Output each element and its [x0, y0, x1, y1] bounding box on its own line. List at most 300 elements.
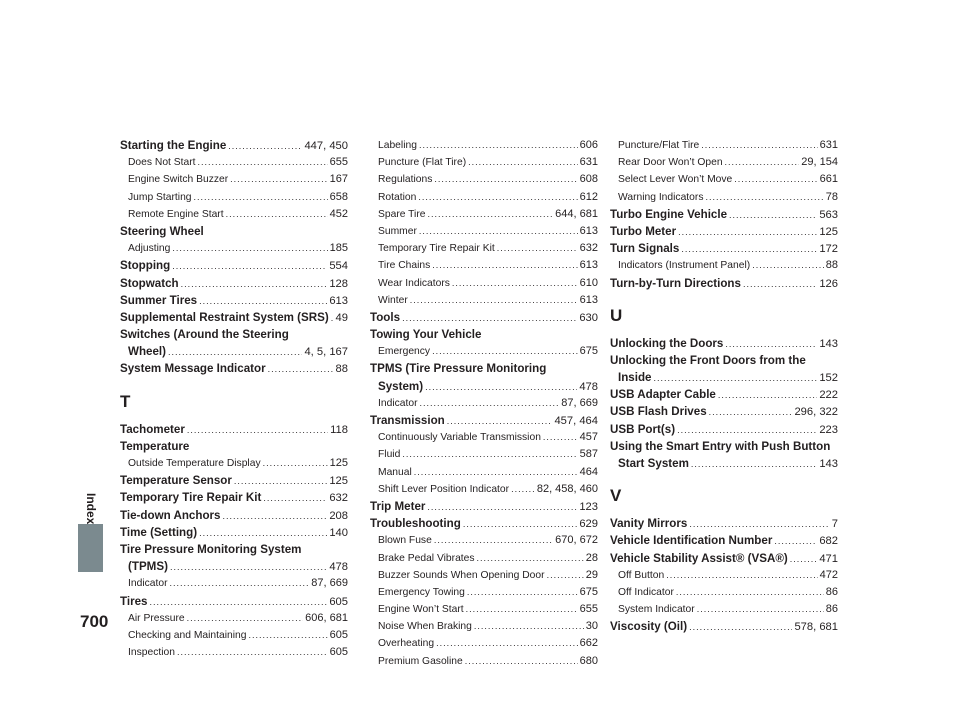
entry-page-refs: 82, 458, 460: [536, 482, 598, 495]
dot-leader: [790, 551, 818, 568]
entry-page-refs: 613: [329, 294, 348, 307]
entry-page-refs: 630: [579, 311, 598, 324]
entry-term: Emergency Towing: [378, 586, 465, 598]
index-entry: [370, 378, 598, 395]
dot-leader: [414, 464, 578, 481]
entry-page-refs: 140: [329, 526, 348, 539]
index-subentry: [610, 584, 838, 601]
index-subentry: [370, 292, 598, 309]
dot-leader: [420, 395, 560, 412]
index-subentry: [370, 257, 598, 274]
index-subentry: [120, 610, 348, 627]
index-entry: [370, 309, 598, 326]
dot-leader: [466, 601, 578, 618]
entry-page-refs: 223: [819, 423, 838, 436]
entry-term: Wheel): [128, 345, 167, 359]
entry-term: Indicator: [128, 578, 168, 590]
index-entry: [120, 472, 348, 489]
entry-page-refs: 606, 681: [305, 611, 348, 624]
entry-page-refs: 152: [819, 372, 838, 385]
dot-leader: [187, 422, 328, 439]
index-entry: [370, 360, 598, 377]
dot-leader: [172, 240, 327, 257]
dot-leader: [199, 293, 327, 310]
entry-page-refs: 608: [579, 173, 598, 186]
index-entry: [120, 507, 348, 524]
index-entry: [120, 541, 348, 558]
index-column-3: [610, 137, 838, 636]
dot-leader: [725, 336, 817, 353]
entry-page-refs: 478: [329, 561, 348, 574]
entry-page-refs: 587: [579, 448, 598, 461]
dot-leader: [425, 379, 577, 396]
entry-term: Tie-down Anchors: [120, 508, 221, 522]
entry-page-refs: 28: [585, 551, 598, 564]
entry-term: Blown Fuse: [378, 535, 432, 547]
entry-term: Warning Indicators: [618, 191, 704, 203]
entry-page-refs: 680: [579, 654, 598, 667]
entry-term: Transmission: [370, 414, 445, 427]
dot-leader: [432, 257, 577, 274]
dot-leader: [418, 189, 577, 206]
entry-term: Checking and Maintaining: [128, 629, 247, 641]
dot-leader: [177, 644, 328, 661]
dot-leader: [419, 223, 578, 240]
index-letter-heading: T: [120, 391, 131, 411]
index-subentry: [120, 189, 348, 206]
entry-term: Engine Switch Buzzer: [128, 174, 229, 186]
entry-page-refs: 29, 154: [801, 156, 838, 169]
entry-term: Winter: [378, 294, 408, 306]
dot-leader: [705, 189, 823, 206]
index-subentry: [120, 455, 348, 472]
entry-page-refs: 670, 672: [555, 534, 598, 547]
entry-page-refs: 682: [819, 535, 838, 548]
index-letter-heading: U: [610, 305, 623, 325]
dot-leader: [436, 635, 578, 652]
entry-term: Steering Wheel: [120, 224, 204, 238]
entry-term: Unlocking the Front Doors from the: [610, 353, 806, 367]
index-entry: [610, 223, 838, 240]
dot-leader: [234, 473, 327, 490]
index-entry: [610, 352, 838, 369]
index-entry: [610, 515, 838, 532]
entry-page-refs: 172: [819, 243, 838, 256]
index-subentry: [120, 240, 348, 257]
index-entry: [370, 515, 598, 532]
index-subentry: [610, 137, 838, 154]
entry-term: Towing Your Vehicle: [370, 328, 482, 342]
dot-leader: [434, 532, 553, 549]
dot-leader: [187, 610, 304, 627]
entry-page-refs: 464: [579, 465, 598, 478]
dot-leader: [331, 310, 334, 327]
entry-page-refs: 222: [819, 389, 838, 402]
entry-term: Engine Won’t Start: [378, 604, 464, 616]
index-entry: [120, 593, 348, 610]
dot-leader: [654, 370, 818, 387]
index-subentry: [120, 171, 348, 188]
index-entry: [120, 292, 348, 309]
dot-leader: [681, 241, 817, 258]
entry-page-refs: 125: [329, 475, 348, 488]
entry-term: Turbo Meter: [610, 224, 677, 238]
entry-term: Labeling: [378, 140, 417, 151]
entry-term: Tools: [370, 310, 401, 324]
entry-term: Remote Engine Start: [128, 208, 224, 220]
entry-page-refs: 554: [329, 260, 348, 273]
dot-leader: [691, 456, 817, 473]
index-subentry: [370, 446, 598, 463]
entry-term: Puncture (Flat Tire): [378, 157, 467, 169]
index-subentry: [370, 395, 598, 412]
index-subentry: [120, 644, 348, 661]
dot-leader: [729, 207, 817, 224]
entry-page-refs: 126: [819, 277, 838, 290]
dot-leader: [543, 429, 578, 446]
entry-page-refs: 123: [579, 500, 598, 513]
entry-page-refs: 612: [579, 190, 598, 203]
index-subentry: [370, 481, 598, 498]
dot-leader: [402, 446, 577, 463]
entry-term: Start System: [618, 457, 689, 470]
index-entry: [120, 360, 348, 377]
index-subentry: [370, 653, 598, 670]
entry-term: Summer Tires: [120, 293, 198, 307]
entry-term: Trip Meter: [370, 499, 426, 513]
dot-leader: [198, 154, 328, 171]
entry-term: Tire Pressure Monitoring System: [120, 542, 302, 556]
index-entry: [120, 438, 348, 455]
entry-page-refs: 87, 669: [311, 577, 348, 590]
entry-page-refs: 613: [579, 224, 598, 237]
entry-term: Air Pressure: [128, 612, 185, 624]
index-entry: [120, 524, 348, 541]
entry-page-refs: 457: [579, 431, 598, 444]
entry-page-refs: 143: [819, 458, 838, 470]
index-column-1: [120, 137, 348, 661]
entry-term: Overheating: [378, 638, 435, 650]
entry-page-refs: 605: [329, 628, 348, 641]
entry-page-refs: 662: [579, 637, 598, 650]
entry-term: Puncture/Flat Tire: [618, 140, 700, 151]
index-entry: [610, 240, 838, 257]
dot-leader: [170, 559, 327, 576]
index-entry: [370, 412, 598, 429]
index-subentry: [370, 206, 598, 223]
index-entry: [610, 550, 838, 567]
entry-term: Adjusting: [128, 243, 171, 255]
dot-leader: [419, 137, 578, 154]
entry-term: TPMS (Tire Pressure Monitoring: [370, 362, 547, 376]
index-subentry: [120, 206, 348, 223]
index-subentry: [370, 137, 598, 154]
dot-leader: [676, 584, 824, 601]
entry-term: Turbo Engine Vehicle: [610, 207, 728, 221]
entry-term: Unlocking the Doors: [610, 336, 724, 350]
dot-leader: [468, 154, 578, 171]
entry-page-refs: 88: [825, 259, 838, 272]
side-tab-marker: [78, 524, 103, 572]
dot-leader: [230, 171, 327, 188]
entry-term: Temporary Tire Repair Kit: [378, 243, 495, 255]
dot-leader: [228, 138, 302, 155]
index-entry: [120, 421, 348, 438]
entry-term: USB Adapter Cable: [610, 388, 716, 402]
entry-term: Manual: [378, 466, 412, 478]
dot-leader: [170, 575, 310, 592]
dot-leader: [222, 508, 327, 525]
entry-page-refs: 447, 450: [304, 140, 348, 152]
entry-term: Indicator: [378, 397, 418, 409]
dot-leader: [701, 137, 817, 154]
dot-leader: [263, 490, 327, 507]
entry-page-refs: 632: [579, 242, 598, 255]
index-subentry: [610, 567, 838, 584]
dot-leader: [226, 206, 328, 223]
entry-page-refs: 457, 464: [554, 415, 598, 427]
dot-leader: [474, 618, 584, 635]
dot-leader: [511, 481, 535, 498]
entry-page-refs: 605: [329, 646, 348, 659]
index-subentry: [370, 171, 598, 188]
entry-page-refs: 632: [329, 492, 348, 505]
index-entry: [120, 343, 348, 360]
index-entry: [610, 369, 838, 386]
index-subentry: [370, 154, 598, 171]
entry-term: Vehicle Stability Assist® (VSA®): [610, 551, 788, 565]
entry-term: Tachometer: [120, 422, 185, 436]
entry-term: Outside Temperature Display: [128, 458, 261, 469]
entry-page-refs: 675: [579, 345, 598, 358]
dot-leader: [467, 584, 578, 601]
index-subentry: [370, 275, 598, 292]
entry-term: Off Indicator: [618, 586, 674, 598]
dot-leader: [181, 276, 328, 293]
entry-page-refs: 563: [819, 208, 838, 221]
index-subentry: [610, 257, 838, 274]
dot-leader: [465, 653, 578, 670]
dot-leader: [743, 276, 817, 293]
entry-term: Switches (Around the Steering: [120, 328, 289, 342]
entry-term: Summer: [378, 225, 417, 237]
entry-page-refs: 655: [329, 156, 348, 169]
entry-term: Off Button: [618, 569, 665, 581]
entry-page-refs: 78: [825, 190, 838, 203]
entry-page-refs: 4, 5, 167: [304, 346, 348, 359]
entry-term: USB Flash Drives: [610, 405, 707, 419]
entry-term: Temporary Tire Repair Kit: [120, 491, 262, 505]
index-entry: [120, 558, 348, 575]
index-subentry: [370, 550, 598, 567]
index-subentry: [120, 154, 348, 171]
entry-page-refs: 644, 681: [555, 207, 598, 220]
index-entry: [120, 137, 348, 154]
index-entry: [610, 438, 838, 455]
entry-term: Premium Gasoline: [378, 655, 463, 667]
entry-term: USB Port(s): [610, 422, 676, 436]
side-tab-bar: [78, 0, 103, 572]
entry-term: Continuously Variable Transmission: [378, 432, 541, 444]
entry-term: Spare Tire: [378, 208, 426, 220]
entry-page-refs: 87, 669: [561, 396, 598, 409]
index-entry: [610, 275, 838, 292]
dot-leader: [689, 619, 792, 636]
dot-leader: [689, 516, 829, 533]
entry-page-refs: 30: [585, 620, 598, 633]
entry-term: System): [378, 379, 424, 393]
dot-leader: [432, 343, 578, 360]
entry-page-refs: 185: [329, 242, 348, 255]
entry-page-refs: 631: [819, 139, 838, 151]
entry-term: Indicators (Instrument Panel): [618, 260, 751, 272]
entry-term: Tire Chains: [378, 260, 431, 272]
dot-leader: [666, 567, 817, 584]
entry-term: Turn-by-Turn Directions: [610, 276, 741, 290]
index-entry: [120, 326, 348, 343]
entry-term: Troubleshooting: [370, 517, 461, 531]
dot-leader: [194, 189, 328, 206]
index-subentry: [370, 635, 598, 652]
entry-term: System Indicator: [618, 604, 695, 616]
dot-leader: [463, 516, 578, 533]
entry-term: Using the Smart Entry with Push Button: [610, 439, 831, 453]
entry-page-refs: 49: [335, 311, 348, 324]
dot-leader: [725, 154, 800, 171]
dot-leader: [697, 601, 824, 618]
entry-term: Noise When Braking: [378, 621, 472, 633]
entry-term: Temperature Sensor: [120, 474, 232, 488]
dot-leader: [172, 258, 327, 275]
dot-leader: [249, 627, 328, 644]
entry-page-refs: 478: [579, 380, 598, 393]
index-entry: [120, 489, 348, 506]
entry-page-refs: 472: [819, 568, 838, 581]
entry-term: Rear Door Won’t Open: [618, 157, 723, 169]
index-subentry: [370, 464, 598, 481]
dot-leader: [477, 550, 584, 567]
entry-page-refs: 655: [579, 603, 598, 616]
index-subentry: [370, 240, 598, 257]
dot-leader: [199, 525, 327, 542]
index-column-2: [370, 137, 598, 670]
entry-page-refs: 128: [329, 277, 348, 290]
dot-leader: [150, 594, 328, 611]
index-entry: [610, 532, 838, 549]
index-subentry: [370, 618, 598, 635]
index-subentry: [120, 575, 348, 592]
index-subentry: [610, 154, 838, 171]
index-subentry: [120, 627, 348, 644]
index-entry: [610, 335, 838, 352]
dot-leader: [497, 240, 578, 257]
entry-term: Select Lever Won’t Move: [618, 174, 733, 186]
dot-leader: [734, 171, 817, 188]
index-entry: [610, 618, 838, 635]
index-subentry: [370, 429, 598, 446]
index-subentry: [370, 189, 598, 206]
dot-leader: [434, 171, 577, 188]
dot-leader: [402, 310, 577, 327]
entry-page-refs: 167: [329, 173, 348, 186]
dot-leader: [452, 275, 578, 292]
entry-term: Does Not Start: [128, 157, 196, 169]
index-entry: [610, 455, 838, 472]
section-tab-label: Index: [84, 493, 98, 525]
entry-page-refs: 296, 322: [794, 406, 838, 419]
entry-page-refs: 452: [329, 207, 348, 220]
entry-term: Regulations: [378, 174, 433, 186]
entry-term: Buzzer Sounds When Opening Door: [378, 569, 545, 581]
dot-leader: [428, 206, 554, 223]
entry-page-refs: 629: [579, 518, 598, 531]
dot-leader: [678, 224, 817, 241]
entry-page-refs: 610: [579, 276, 598, 289]
entry-page-refs: 29: [585, 568, 598, 581]
index-entry: [610, 206, 838, 223]
entry-page-refs: 86: [825, 603, 838, 616]
entry-page-refs: 125: [329, 457, 348, 469]
entry-page-refs: 125: [819, 225, 838, 238]
entry-page-refs: 471: [819, 552, 838, 565]
entry-term: Starting the Engine: [120, 139, 227, 152]
dot-leader: [774, 533, 817, 550]
index-entry: [120, 309, 348, 326]
entry-term: Temperature: [120, 439, 190, 453]
entry-page-refs: 118: [330, 423, 348, 436]
entry-page-refs: 658: [329, 190, 348, 203]
index-letter-heading: V: [610, 486, 622, 506]
entry-term: Jump Starting: [128, 191, 192, 203]
entry-page-refs: 631: [579, 156, 598, 169]
entry-page-refs: 578, 681: [794, 621, 838, 634]
dot-leader: [410, 292, 578, 309]
index-entry: [610, 403, 838, 420]
index-subentry: [370, 601, 598, 618]
index-subentry: [370, 223, 598, 240]
index-entry: [610, 421, 838, 438]
entry-term: Time (Setting): [120, 525, 198, 539]
index-entry: [610, 386, 838, 403]
dot-leader: [677, 422, 817, 439]
page-number: 700: [80, 612, 109, 631]
entry-term: Fluid: [378, 449, 401, 461]
dot-leader: [268, 361, 334, 378]
entry-term: (TPMS): [128, 560, 168, 574]
entry-term: Inspection: [128, 647, 175, 659]
index-entry: [370, 498, 598, 515]
index-side-tab: [78, 0, 103, 572]
entry-page-refs: 606: [579, 139, 598, 151]
dot-leader: [752, 257, 824, 274]
entry-term: Viscosity (Oil): [610, 620, 688, 634]
entry-page-refs: 661: [819, 173, 838, 186]
dot-leader: [709, 404, 793, 421]
entry-term: Inside: [618, 371, 652, 385]
index-subentry: [610, 189, 838, 206]
dot-leader: [168, 344, 302, 361]
entry-page-refs: 88: [335, 363, 348, 376]
entry-term: Tires: [120, 594, 148, 608]
entry-term: Turn Signals: [610, 242, 680, 256]
dot-leader: [447, 413, 553, 430]
index-subentry: [370, 532, 598, 549]
index-subentry: [370, 567, 598, 584]
index-subentry: [610, 601, 838, 618]
dot-leader: [427, 499, 577, 516]
index-subentry: [610, 171, 838, 188]
dot-leader: [263, 455, 328, 472]
